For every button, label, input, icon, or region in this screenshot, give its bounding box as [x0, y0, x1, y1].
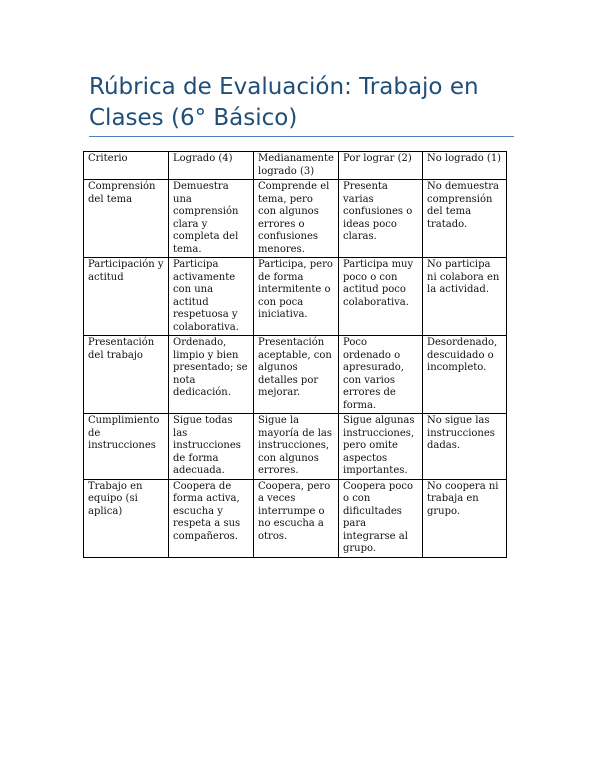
table-cell: Participa activamente con una actitud respetuosa y colaborativa.: [169, 258, 254, 336]
criterion-cell: Trabajo en equipo (si aplica): [84, 479, 169, 557]
table-cell: No sigue las instrucciones dadas.: [423, 414, 507, 480]
table-cell: Desordenado, descuidado o incompleto.: [423, 336, 507, 414]
table-cell: No coopera ni trabaja en grupo.: [423, 479, 507, 557]
table-cell: Participa muy poco o con actitud poco colaborativa.: [339, 258, 423, 336]
document-title: Rúbrica de Evaluación: Trabajo en Clases (6° Básico): [89, 74, 479, 131]
criterion-cell: Presentación del trabajo: [84, 336, 169, 414]
criterion-cell: Participación y actitud: [84, 258, 169, 336]
table-cell: Participa, pero de forma intermitente o con poca iniciativa.: [254, 258, 339, 336]
table-cell: Sigue todas las instrucciones de forma adecuada.: [169, 414, 254, 480]
table-row: [84, 414, 507, 480]
criterion-cell: Cumplimiento de instrucciones: [84, 414, 169, 480]
header-cell-logrado: Logrado (4): [169, 152, 254, 180]
header-cell-no-logrado: No logrado (1): [423, 152, 507, 180]
table-cell: Coopera poco o con dificultades para integrarse al grupo.: [339, 479, 423, 557]
table-row: [84, 258, 507, 336]
header-cell-medianamente-logrado: Medianamente logrado (3): [254, 152, 339, 180]
table-cell: Comprende el tema, pero con algunos errores o confusiones menores.: [254, 180, 339, 258]
rubric-table: [83, 151, 507, 558]
table-cell: Sigue algunas instrucciones, pero omite aspectos importantes.: [339, 414, 423, 480]
header-cell-por-lograr: Por lograr (2): [339, 152, 423, 180]
table-cell: Poco ordenado o apresurado, con varios errores de forma.: [339, 336, 423, 414]
header-cell-criterio: Criterio: [84, 152, 169, 180]
table-cell: Demuestra una comprensión clara y completa del tema.: [169, 180, 254, 258]
table-row: [84, 479, 507, 557]
table-cell: No participa ni colabora en la actividad.: [423, 258, 507, 336]
table-row: [84, 336, 507, 414]
table-cell: Ordenado, limpio y bien presentado; se nota dedicación.: [169, 336, 254, 414]
table-header-row: [84, 152, 507, 180]
table-cell: Coopera de forma activa, escucha y respeta a sus compañeros.: [169, 479, 254, 557]
table-cell: Presenta varias confusiones o ideas poco claras.: [339, 180, 423, 258]
table-cell: Presentación aceptable, con algunos detalles por mejorar.: [254, 336, 339, 414]
table-row: [84, 180, 507, 258]
title-divider: [89, 136, 514, 137]
table-cell: No demuestra comprensión del tema tratado.: [423, 180, 507, 258]
criterion-cell: Comprensión del tema: [84, 180, 169, 258]
table-cell: Sigue la mayoría de las instrucciones, con algunos errores.: [254, 414, 339, 480]
table-cell: Coopera, pero a veces interrumpe o no escucha a otros.: [254, 479, 339, 557]
